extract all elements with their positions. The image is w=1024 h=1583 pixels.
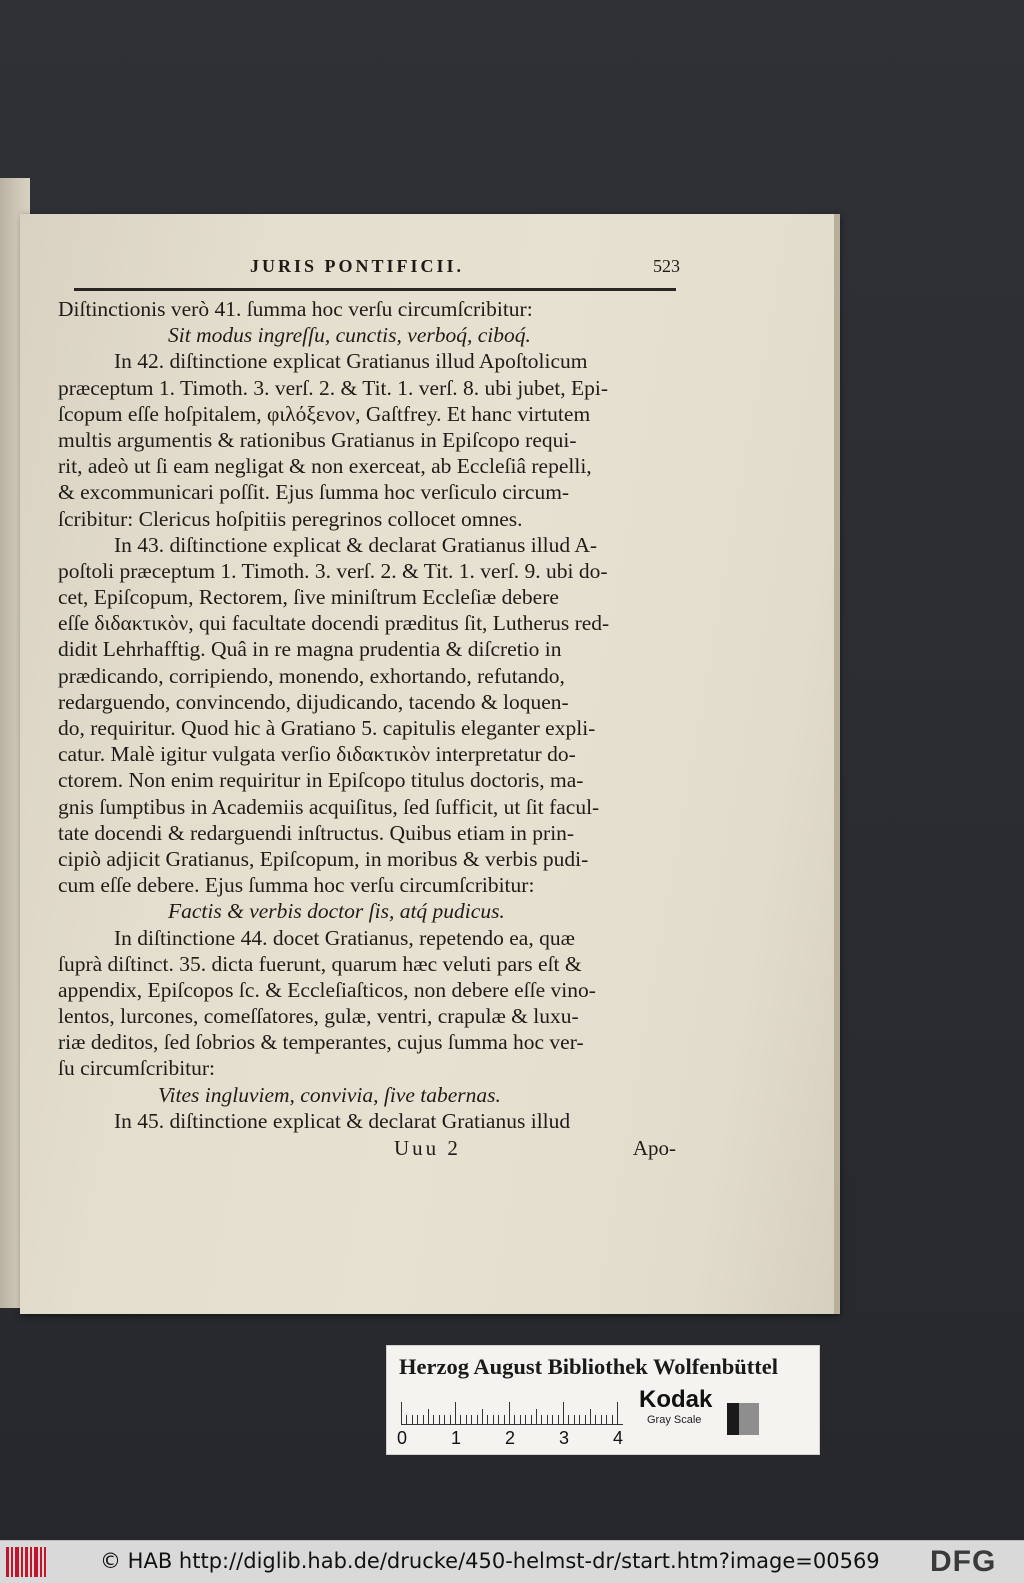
ruler-tick <box>525 1415 526 1424</box>
text-line: ſcopum eſſe hoſpitalem, φιλόξενον, Gaſtfrey. Et hanc virtutem <box>58 401 591 426</box>
scale-ruler <box>401 1402 623 1425</box>
library-label <box>386 1345 820 1455</box>
text-line: prædicando, corripiendo, monendo, exhortando, refutando, <box>58 663 565 688</box>
ruler-tick <box>601 1415 602 1424</box>
ruler-tick <box>509 1402 510 1424</box>
text-line: gnis ſumptibus in Academiis acquiſitus, ſed ſufficit, ut ſit facul- <box>58 794 600 819</box>
ruler-tick <box>412 1415 413 1424</box>
text-line: Diſtinctionis verò 41. ſumma hoc verſu circumſcribitur: <box>58 297 533 321</box>
scale-number: 0 <box>397 1428 408 1448</box>
gray-swatch <box>739 1403 759 1435</box>
catchword: Apo- <box>632 1136 676 1160</box>
footer-credit-link[interactable]: © HAB http://diglib.hab.de/drucke/450-helmst-dr/start.htm?image=00569 <box>100 1549 880 1573</box>
ruler-tick <box>595 1415 596 1424</box>
ruler-tick <box>541 1415 542 1424</box>
scale-number: 1 <box>451 1428 462 1448</box>
text-line: Sit modus ingreſſu, cunctis, verboq́, ciboq́. <box>168 323 531 348</box>
text-line: cet, Epiſcopum, Rectorem, ſive miniſtrum Eccleſiæ debere <box>58 585 559 610</box>
text-line: Factis & verbis doctor ſis, atq́ pudicus. <box>168 899 505 924</box>
ruler-tick <box>417 1415 418 1424</box>
ruler-tick <box>612 1415 613 1424</box>
dfg-logo: DFG <box>930 1545 997 1578</box>
ruler-tick <box>482 1409 483 1424</box>
ruler-tick <box>466 1415 467 1424</box>
text-line: poſtoli præceptum 1. Timoth. 3. verſ. 2. & Tit. 1. verſ. 9. ubi do- <box>58 558 608 583</box>
text-line: In diſtinctione 44. docet Gratianus, repetendo ea, quæ <box>114 925 575 950</box>
text-line: rit, adeò ut ſi eam negligat & non exerceat, ab Eccleſiâ repelli, <box>58 454 592 479</box>
text-line: eſſe διδακτικὸν, qui facultate docendi præditus ſit, Lutherus red- <box>58 611 610 636</box>
scale-numbers <box>395 1428 635 1448</box>
text-line: tate docendi & redarguendi inſtructus. Quibus etiam in prin- <box>58 820 575 845</box>
text-line: cipiò adjicit Gratianus, Epiſcopum, in moribus & verbis pudi- <box>58 846 589 871</box>
head-rule <box>74 288 676 291</box>
hab-barcode-icon <box>6 1547 46 1577</box>
text-line: ſu circumſcribitur: <box>58 1056 216 1081</box>
ruler-tick <box>585 1415 586 1424</box>
ruler-tick <box>439 1415 440 1424</box>
text-line: redarguendo, convincendo, dijudicando, tacendo & loquen- <box>58 689 569 714</box>
ruler-tick <box>428 1409 429 1424</box>
ruler-tick <box>471 1415 472 1424</box>
text-line: riæ deditos, ſed ſobrios & temperantes, cujus ſumma hoc ver- <box>58 1030 584 1055</box>
text-line: In 42. diſtinctione explicat Gratianus illud Apoſtolicum <box>114 349 588 374</box>
ruler-tick <box>563 1402 564 1424</box>
text-line: ſcribitur: Clericus hoſpitiis peregrinos collocet omnes. <box>58 506 523 531</box>
running-head <box>250 254 680 282</box>
ruler-tick <box>547 1415 548 1424</box>
ruler-tick <box>574 1415 575 1424</box>
footer-bar <box>0 1540 1024 1583</box>
text-line: cum eſſe debere. Ejus ſumma hoc verſu circumſcribitur: <box>58 873 535 898</box>
ruler-tick <box>444 1415 445 1424</box>
text-line: lentos, lurcones, comeſſatores, gulæ, ventri, crapulæ & luxu- <box>58 1004 579 1029</box>
ruler-tick <box>531 1415 532 1424</box>
ruler-tick <box>487 1415 488 1424</box>
text-line: In 45. diſtinctione explicat & declarat Gratianus illud <box>114 1108 571 1133</box>
page-number: 523 <box>653 256 680 276</box>
ruler-tick <box>514 1415 515 1424</box>
gray-scale-caption: Gray Scale <box>647 1414 702 1426</box>
text-line: multis argumentis & rationibus Gratianus in Epiſcopo requi- <box>58 427 577 452</box>
ruler-tick <box>498 1415 499 1424</box>
black-swatch <box>727 1403 739 1435</box>
ruler-tick <box>401 1402 402 1424</box>
ruler-tick <box>536 1409 537 1424</box>
ruler-tick <box>450 1415 451 1424</box>
text-line: appendix, Epiſcopos ſc. & Eccleſiaſticos, non debere eſſe vino- <box>58 977 596 1002</box>
text-line: do, requiritur. Quod hic à Gratiano 5. capitulis eleganter expli- <box>58 716 596 740</box>
kodak-logo: Kodak <box>639 1386 713 1413</box>
ruler-tick <box>558 1415 559 1424</box>
ruler-tick <box>433 1415 434 1424</box>
ruler-tick <box>590 1409 591 1424</box>
running-head-title: JURIS PONTIFICII. <box>250 256 465 276</box>
ruler-tick <box>455 1402 456 1424</box>
signature-mark: Uuu 2 <box>394 1136 461 1160</box>
text-line: catur. Malè igitur vulgata verſio διδακτικὸν interpretatur do- <box>58 742 576 767</box>
ruler-tick <box>617 1402 618 1424</box>
ruler-tick <box>477 1415 478 1424</box>
ruler-tick <box>423 1415 424 1424</box>
library-name: Herzog August Bibliothek Wolfenbüttel <box>399 1354 778 1379</box>
text-line: ſuprà diſtinct. 35. dicta fuerunt, quarum hæc veluti pars eſt & <box>58 951 582 976</box>
ruler-tick <box>520 1415 521 1424</box>
text-line: In 43. diſtinctione explicat & declarat Gratianus illud A- <box>114 532 598 557</box>
catchword-line <box>300 1136 676 1162</box>
text-line: ctorem. Non enim requiritur in Epiſcopo titulus doctoris, ma- <box>58 768 584 793</box>
text-line: Vites ingluviem, convivia, ſive tabernas. <box>158 1082 501 1107</box>
ruler-tick <box>579 1415 580 1424</box>
ruler-tick <box>460 1415 461 1424</box>
ruler-tick <box>606 1415 607 1424</box>
body-text <box>58 296 678 1134</box>
ruler-tick <box>504 1415 505 1424</box>
text-line: didit Lehrhafftig. Quâ in re magna prudentia & diſcretio in <box>58 637 562 662</box>
ruler-tick <box>568 1415 569 1424</box>
text-line: præceptum 1. Timoth. 3. verſ. 2. & Tit. 1. verſ. 8. ubi jubet, Epi- <box>58 375 609 400</box>
scale-number: 2 <box>505 1428 516 1448</box>
ruler-tick <box>493 1415 494 1424</box>
scale-number: 4 <box>613 1428 624 1448</box>
page-right-edge <box>834 214 840 1314</box>
ruler-tick <box>552 1415 553 1424</box>
ruler-tick <box>406 1415 407 1424</box>
scale-number: 3 <box>559 1428 570 1448</box>
text-line: & excommunicari poſſit. Ejus ſumma hoc verſiculo circum- <box>58 480 570 505</box>
